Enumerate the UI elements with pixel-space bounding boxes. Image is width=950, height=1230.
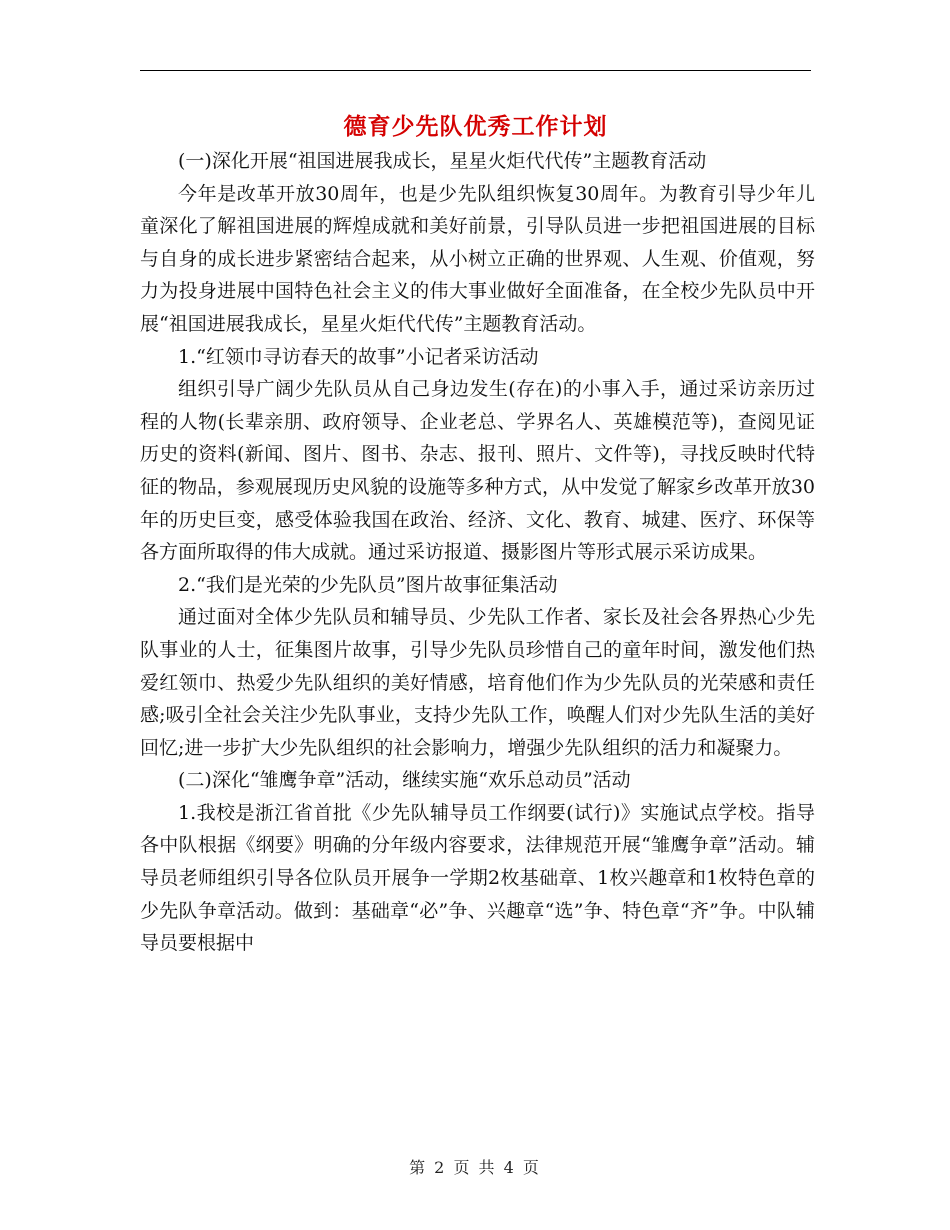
section-heading-2: (二)深化“雏鹰争章”活动，继续实施“欢乐总动员”活动 [178, 769, 631, 792]
document-body [140, 145, 815, 960]
header-rule [140, 70, 811, 71]
subheading-1: 1.“红领巾寻访春天的故事”小记者采访活动 [178, 345, 539, 368]
paragraph: 1.我校是浙江省首批《少先队辅导员工作纲要(试行)》实施试点学校。指导各中队根据《纲要》明确的分年级内容要求，法律规范开展“雏鹰争章”活动。辅导员老师组织引导各位队员开展争一学期2枚基础章、1枚兴趣章和1枚特色章的少先队争章活动。做到：基础章“必”争、兴趣章“选”争、特色章“齐”争。中队辅导员要根据中 [140, 801, 815, 955]
subheading-2: 2.“我们是光荣的少先队员”图片故事征集活动 [178, 573, 558, 596]
paragraph: 今年是改革开放30周年，也是少先队组织恢复30周年。为教育引导少年儿童深化了解祖国进展的辉煌成就和美好前景，引导队员进一步把祖国进展的目标与自身的成长进步紧密结合起来，从小树立正确的世界观、人生观、价值观，努力为投身进展中国特色社会主义的伟大事业做好全面准备，在全校少先队员中开展“祖国进展我成长，星星火炬代代传”主题教育活动。 [140, 182, 815, 335]
document-title: 德育少先队优秀工作计划 [343, 113, 608, 140]
page-number: 第 2 页 共 4 页 [409, 1158, 541, 1177]
section-heading-1: (一)深化开展“祖国进展我成长，星星火炬代代传”主题教育活动 [178, 150, 707, 172]
paragraph: 通过面对全体少先队员和辅导员、少先队工作者、家长及社会各界热心少先队事业的人士，征集图片故事，引导少先队员珍惜自己的童年时间，激发他们热爱红领巾、热爱少先队组织的美好情感，培育他们作为少先队员的光荣感和责任感;吸引全社会关注少先队事业，支持少先队工作，唤醒人们对少先队生活的美好回忆;进一步扩大少先队组织的社会影响力，增强少先队组织的活力和凝聚力。 [140, 606, 815, 759]
paragraph: 组织引导广阔少先队员从自己身边发生(存在)的小事入手，通过采访亲历过程的人物(长辈亲朋、政府领导、企业老总、学界名人、英雄模范等)，查阅见证历史的资料(新闻、图片、图书、杂志、报刊、照片、文件等)，寻找反映时代特征的物品，参观展现历史风貌的设施等多种方式，从中发觉了解家乡改革开放30年的历史巨变，感受体验我国在政治、经济、文化、教育、城建、医疗、环保等各方面所取得的伟大成就。通过采访报道、摄影图片等形式展示采访成果。 [140, 378, 815, 564]
